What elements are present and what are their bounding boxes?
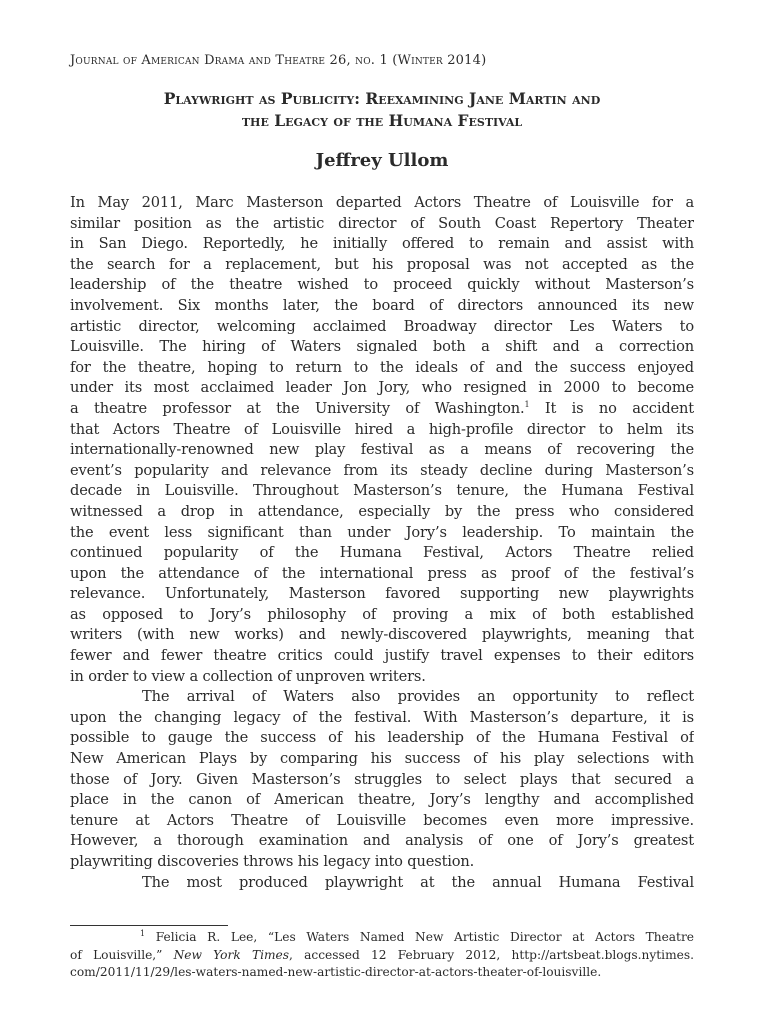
text-line: fewer and fewer theatre critics could justify travel expenses to their editors: [70, 647, 694, 665]
text-line: under its most acclaimed leader Jon Jory, who resigned in 2000 to become: [70, 379, 694, 397]
text-line: place in the canon of American theatre, Jory’s lengthy and accomplished: [70, 791, 694, 809]
text-line: New American Plays by comparing his success of his play selections with: [70, 750, 694, 768]
text-line: the search for a replacement, but his proposal was not accepted as the: [70, 255, 694, 273]
journal-header: Journal of American Drama and Theatre 26, no. 1 (Winter 2014): [70, 53, 487, 68]
text-line: as opposed to Jory’s philosophy of proving a mix of both established: [70, 605, 694, 623]
text-line: However, a thorough examination and analysis of one of Jory’s greatest: [70, 832, 694, 850]
text-segment: Felicia R. Lee, “Les Waters Named New Artistic Director at Actors Theatre: [145, 930, 694, 944]
text-line: possible to gauge the success of his leadership of the Humana Festival of: [70, 729, 694, 747]
footnote-1: [70, 929, 694, 982]
text-line: witnessed a drop in attendance, especially by the press who considered: [70, 502, 694, 520]
text-line: decade in Louisville. Throughout Masterson’s tenure, the Humana Festival: [70, 482, 694, 500]
footnote-marker[interactable]: 1: [524, 400, 530, 410]
text-line: the event less significant than under Jory’s leadership. To maintain the: [70, 523, 694, 541]
text-line: [70, 399, 694, 420]
footnote-divider: [70, 925, 228, 926]
text-line: involvement. Six months later, the board of directors announced its new: [70, 296, 694, 314]
text-line: In May 2011, Marc Masterson departed Actors Theatre of Louisville for a: [70, 194, 694, 211]
text-line: event’s popularity and relevance from its steady decline during Masterson’s: [70, 461, 694, 479]
paragraph-2: [70, 687, 694, 872]
text-line: writers (with new works) and newly-discovered playwrights, meaning that: [70, 626, 694, 644]
text-line: upon the attendance of the international press as proof of the festival’s: [70, 564, 694, 582]
footnote-url[interactable]: com/2011/11/29/les-waters-named-new-artistic-director-at-actors-theater-of-louisville.: [70, 965, 602, 979]
text-line: for the theatre, hoping to return to the ideals of and the success enjoyed: [70, 358, 694, 376]
article-body: [70, 193, 694, 893]
text-segment: It is no accident: [529, 399, 694, 417]
text-line: The arrival of Waters also provides an opportunity to reflect: [142, 688, 694, 706]
footnote-number: 1: [140, 929, 146, 938]
text-line: The most produced playwright at the annual Humana Festival: [142, 873, 694, 891]
text-line: continued popularity of the Humana Festival, Actors Theatre relied: [70, 544, 694, 562]
article-title: [70, 88, 694, 132]
text-line: relevance. Unfortunately, Masterson favored supporting new playwrights: [70, 585, 694, 603]
text-line: Louisville. The hiring of Waters signaled both a shift and a correction: [70, 338, 694, 356]
title-line-2: the Legacy of the Humana Festival: [241, 111, 523, 130]
text-segment: of Louisville,”: [70, 947, 174, 962]
footnote-line: [70, 947, 694, 965]
text-line: that Actors Theatre of Louisville hired a high-profile director to helm its: [70, 420, 694, 438]
text-line: in San Diego. Reportedly, he initially offered to remain and assist with: [70, 235, 694, 253]
text-line: those of Jory. Given Masterson’s struggles to select plays that secured a: [70, 770, 694, 788]
text-line: similar position as the artistic director of South Coast Repertory Theater: [70, 214, 694, 232]
footnote-url-start[interactable]: , accessed 12 February 2012, http://artsbeat.blogs.nytimes.: [289, 947, 694, 962]
text-segment: a theatre professor at the University of Washington.: [70, 399, 525, 417]
text-line: internationally-renowned new play festival as a means of recovering the: [70, 441, 694, 459]
text-line: tenure at Actors Theatre of Louisville becomes even more impressive.: [70, 811, 694, 829]
text-line: artistic director, welcoming acclaimed Broadway director Les Waters to: [70, 317, 694, 335]
author-name: Jeffrey Ullom: [315, 150, 449, 171]
text-line: playwriting discoveries throws his legacy into question.: [70, 853, 475, 870]
paragraph-1: [70, 193, 694, 687]
paragraph-3: [70, 873, 694, 894]
text-line: in order to view a collection of unproven writers.: [70, 667, 426, 685]
text-line: leadership of the theatre wished to proceed quickly without Masterson’s: [70, 276, 694, 294]
publication-name: New York Times: [173, 947, 289, 962]
title-line-1: Playwright as Publicity: Reexamining Jane Martin and: [163, 89, 601, 108]
footnote-line: [70, 929, 694, 947]
text-line: upon the changing legacy of the festival. With Masterson’s departure, it is: [70, 708, 694, 726]
